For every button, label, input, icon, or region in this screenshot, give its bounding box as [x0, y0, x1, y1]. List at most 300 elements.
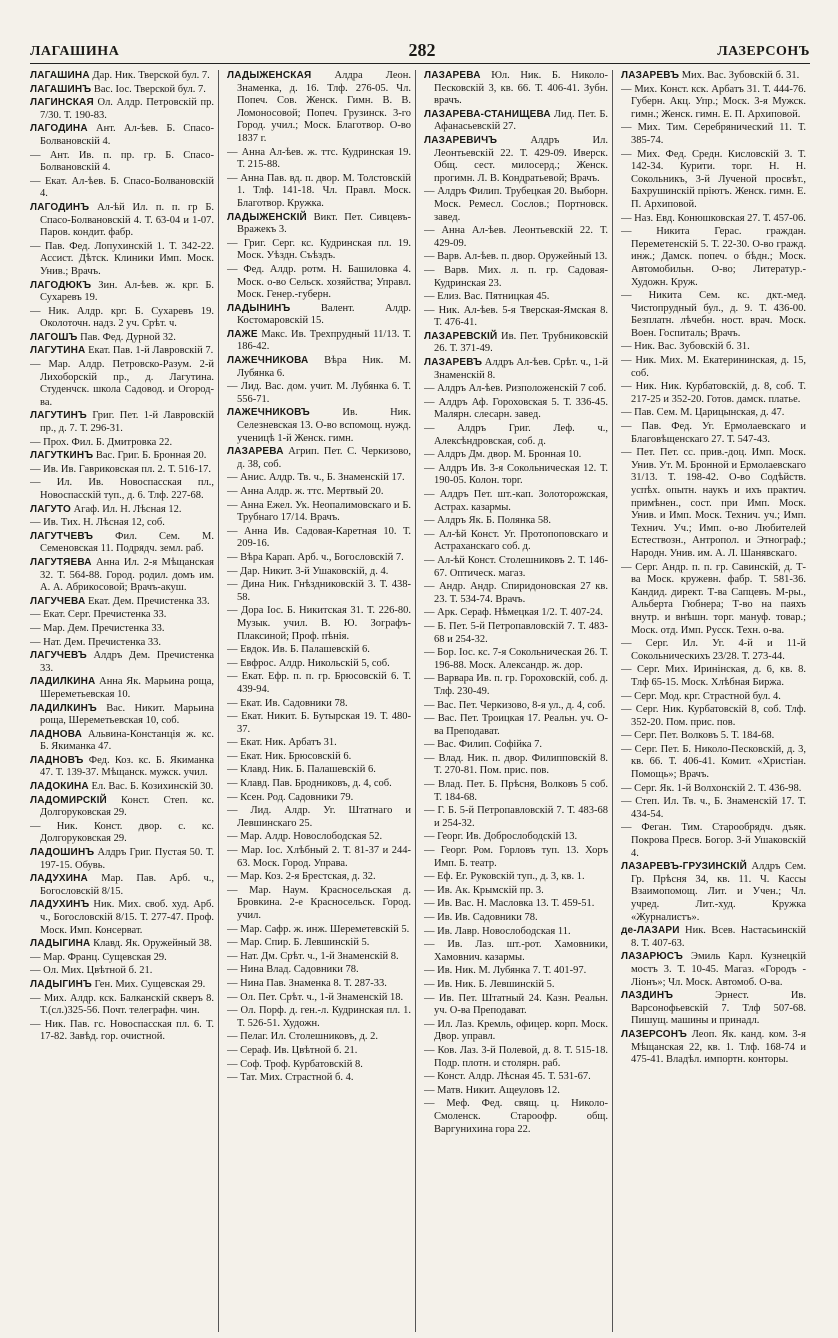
entry-text: Лид. Пет. Б. Афанасьевскій 27.: [434, 108, 608, 133]
entry-surname: ЛАДОШИНЪ: [30, 847, 95, 859]
entry-text: Вѣра Ник. М. Лубянка 6.: [237, 355, 411, 379]
entry-text: Клавд. Як. Оружейный 38.: [90, 938, 212, 950]
directory-entry: [227, 644, 411, 657]
directory-entry: [621, 213, 806, 226]
entry-text: Алдра Леон. Знаменка, д. 16. Тлф. 276-05. Чл. Попеч. Сов. Женск. Гимн. В. В. Ломоносовой; Попеч. Грузинск. 3-го Город. учил.; Моск. Благотвор. О-во 1837 г.: [237, 70, 411, 144]
directory-entry: [621, 226, 806, 289]
directory-entry: [30, 84, 214, 97]
entry-text: — Евфрос. Алдр. Никольскій 5, соб.: [227, 657, 390, 669]
entry-text: — Вѣра Карап. Арб. ч., Богословскій 7.: [227, 551, 404, 563]
entry-text: — Анис. Алдр. Тв. ч., Б. Знаменскій 17.: [227, 472, 405, 484]
entry-text: — Серг. Пет. Волковъ 5. Т. 184-68.: [621, 730, 775, 742]
directory-entry: [227, 792, 411, 805]
directory-entry: [227, 70, 411, 146]
entry-text: — Ал-ѣй Конст. Уг. Протопоповскаго и Астраханскаго соб. д.: [424, 528, 608, 553]
directory-entry: [424, 515, 608, 528]
directory-entry: [424, 779, 608, 804]
directory-entry: [621, 951, 806, 989]
directory-entry: [621, 861, 806, 924]
entry-columns: [30, 70, 810, 1332]
entry-text: — Серг. Пет. Б. Николо-Песковскій, д. 3, кв. 66. Т. 406-41. Комит. «Христіан. Помощь»; Врачъ.: [621, 743, 806, 781]
entry-text: — Мих. Фед. Средн. Кисловскій 3. Т. 142-34. Курити. торг. Н. Н. Сокольникъ, 3-й Лученой просвѣт., Бахрушинскій пріютъ. Женск. гимн. Е. П. Архиповой.: [621, 148, 806, 210]
entry-text: — Георг. Ром. Горловъ туп. 13. Хоръ Имп. Б. театр.: [424, 845, 608, 869]
entry-text: Вас. Григ. Б. Бронная 20.: [93, 450, 207, 462]
entry-text: Анна Ил. 2-я Мѣщанская 32. Т. 564-88. Город. родил. домъ им. А. А. Абрикосовой; Врачъ-акуш.: [40, 556, 214, 594]
entry-text: — Анна Ал-ѣев. ж. ттс. Кудринская 19. Т. 215-88.: [227, 146, 411, 171]
entry-text: Екат. Пав. 1-й Лавровскій 7.: [85, 345, 214, 357]
entry-surname: ЛАЗЕРСОНЪ: [621, 1028, 688, 1040]
header-first-entry: ЛАГАШИНА: [30, 44, 120, 59]
entry-surname: ЛАЗАРЕВЪ-ГРУЗИНСКІЙ: [621, 861, 748, 873]
directory-entry: [424, 607, 608, 620]
entry-text: — Екат. Ефр. п. п. гр. Брюсовскій 6. Т. 439-94.: [227, 671, 411, 695]
directory-entry: [227, 737, 411, 750]
directory-entry: [30, 345, 214, 358]
entry-text: — Андр. Андр. Спиридоновская 27 кв. 23. Т. 534-74. Врачъ.: [424, 581, 608, 605]
entry-surname: ЛАДНОВЪ: [30, 754, 84, 766]
directory-entry: [424, 291, 608, 304]
entry-text: — Дина Ник. Гнѣздниковскій 3. Т. 438-58.: [227, 579, 411, 603]
entry-text: — Ник. Ал-ѣев. 5-я Тверская-Ямская 8. Т. 476-41.: [424, 304, 608, 329]
directory-entry: [227, 885, 411, 923]
directory-entry: [227, 486, 411, 499]
directory-entry: [424, 555, 608, 580]
directory-entry: [30, 123, 214, 148]
entry-text: — Алдръ Филип. Трубецкая 20. Выборн. Моск. Ремесл. Сослов.; Портновск. завед.: [424, 186, 608, 223]
directory-entry: [621, 341, 806, 354]
directory-entry: [227, 605, 411, 643]
entry-text: — Мар. Алдр. Новослободская 52.: [227, 831, 383, 843]
entry-text: — Степ. Ил. Тв. ч., Б. Знаменскій 17. Т. 434-54.: [621, 796, 806, 820]
directory-entry: [227, 1005, 411, 1030]
entry-text: — Лид. Алдр. Уг. Штатнаго и Левшинскаго 25.: [227, 805, 411, 829]
entry-text: — Анна Ал-ѣев. Леонтьевскій 22. Т. 429-09.: [424, 225, 608, 249]
entry-text: Эрнест. Ив. Варсонофьевскій 7. Тлф 507-68. Пишущ. машины и принадл.: [631, 990, 806, 1027]
entry-text: — Ив. Ак. Крымскій пр. 3.: [424, 884, 544, 896]
directory-entry: [30, 623, 214, 636]
entry-text: Пав. Фед. Дурной 32.: [77, 331, 176, 343]
entry-text: Алдръ Григ. Пустая 50. Т. 197-15. Обувь.: [40, 847, 214, 871]
directory-entry: [227, 1031, 411, 1044]
entry-text: — Евдок. Ив. Б. Палашевскій 6.: [227, 644, 370, 656]
directory-entry: [227, 924, 411, 937]
entry-surname: ЛАДИЛКИНЪ: [30, 702, 97, 714]
directory-entry: [30, 359, 214, 409]
directory-entry: [30, 557, 214, 595]
directory-entry: [30, 306, 214, 331]
directory-entry: [227, 329, 411, 354]
entry-surname: де-ЛАЗАРИ: [621, 925, 680, 937]
directory-entry: [621, 290, 806, 340]
entry-text: — Мар. Іос. Хлѣбный 2. Т. 81-37 и 244-63. Моск. Город. Управа.: [227, 845, 411, 869]
entry-text: — Ал-ѣй Конст. Столешниковъ 2. Т. 146-67. Оптическ. магаз.: [424, 554, 608, 579]
directory-entry: [424, 805, 608, 830]
directory-entry: [227, 407, 411, 445]
page-number: 282: [408, 40, 436, 60]
entry-text: — Ник. Мих. М. Екатерининская, д. 15, соб.: [621, 355, 806, 379]
directory-entry: [621, 70, 806, 83]
entry-surname: ЛАДОКИНА: [30, 781, 89, 793]
directory-entry: [227, 698, 411, 711]
entry-text: — Г. Б. 5-й Петропавловскій 7. Т. 483-68 и 254-32.: [424, 805, 608, 829]
entry-surname: ЛАГОДЮКЪ: [30, 279, 92, 291]
entry-text: — Серг. Мих. Иринінская, д. 6, кв. 8. Тлф 65-15. Моск. Хлѣбная Биржа.: [621, 664, 806, 688]
entry-text: — Мар. Спир. Б. Левшинскій 5.: [227, 937, 370, 949]
header-last-entry: ЛАЗЕРСОНЪ: [717, 44, 810, 59]
directory-entry: [227, 303, 411, 328]
entry-text: — Лид. Вас. дом. учит. М. Лубянка 6. Т. 556-71.: [227, 381, 411, 405]
entry-surname: ЛАДУХИНА: [30, 873, 88, 885]
entry-text: — Мар. Наум. Красносельская д. Бровкина. 2-е Красносельск. Город. учил.: [227, 884, 411, 921]
directory-entry: [30, 993, 214, 1018]
directory-entry: [227, 1072, 411, 1085]
entry-text: — Ник. Вас. Зубовскій б. 31.: [621, 341, 750, 353]
directory-entry: [621, 783, 806, 796]
entry-text: — Мих. Конст. кск. Арбатъ 31. Т. 444-76. Губерн. Акц. Упр.; Моск. 3-я Мужск. гимн.; Женск. гимн. Е. П. Архиповой.: [621, 83, 806, 120]
directory-entry: [621, 149, 806, 212]
entry-text: — Варв. Ал-ѣев. п. двор. Оружейный 13.: [424, 251, 608, 263]
entry-text: — Ник. Ник. Курбатовскій, д. 8, соб. Т. 217-25 и 352-20. Готов. дамск. платье.: [621, 381, 806, 405]
entry-text: — Ив. Лаз. шт.-рот. Хамовники, Хамовнич. казармы.: [424, 939, 608, 963]
entry-text: — Мих. Алдр. кск. Балканскій скверъ 8. Т.(сл.)325-56. Почт. телеграфн. чин.: [30, 992, 214, 1017]
entry-text: Агаф. Ил. Н. Лѣсная 12.: [70, 503, 182, 515]
directory-entry: [30, 332, 214, 345]
entry-text: — Ив. Ив. Гавриковская пл. 2. Т. 516-17.: [30, 463, 212, 475]
entry-text: Зин. Ал-ѣев. ж. крг. Б. Сухаревъ 19.: [40, 279, 214, 304]
entry-text: Ел. Вас. Б. Козихинскій 30.: [88, 781, 214, 793]
directory-entry: [621, 730, 806, 743]
entry-text: Викт. Пет. Сивцевъ-Вражекъ 3.: [237, 211, 411, 236]
entry-text: — Дар. Никит. 3-й Ушаковскій, д. 4.: [227, 565, 389, 577]
entry-text: — Тат. Мих. Страстной б. 4.: [227, 1072, 354, 1084]
entry-text: — Варв. Мих. л. п. гр. Садовая-Кудринская 23.: [424, 264, 608, 289]
directory-entry: [424, 700, 608, 713]
entry-text: — Пав. Сем. М. Царицынская, д. 47.: [621, 407, 785, 419]
entry-text: — Никита Герас. граждан. Переметенскій 5. Т. 22-30. О-во гражд. инж.; Дамск. попеч. о бѣдн.; Моск. Автомобильн. О-во; Литератур.-Художн. Круж.: [621, 226, 806, 288]
directory-entry: [227, 472, 411, 485]
directory-entry: [621, 1029, 806, 1067]
entry-text: — Вас. Филип. Софійка 7.: [424, 739, 543, 751]
entry-text: — Ив. Лавр. Новослободская 11.: [424, 925, 571, 937]
entry-text: — Соф. Троф. Курбатовскій 8.: [227, 1058, 363, 1070]
directory-entry: [30, 531, 214, 556]
entry-text: — Феган. Тим. Старообрядч. дъяк. Покрова Пресв. Богор. 3-й Ушаковскій 4.: [621, 822, 806, 859]
directory-entry: [621, 664, 806, 689]
entry-surname: ЛАГУТИНА: [30, 345, 86, 357]
entry-text: Агрип. Пет. С. Черкизово, д. 38, соб.: [237, 446, 411, 470]
directory-entry: [30, 176, 214, 201]
entry-surname: ЛАДОМИРСКІЙ: [30, 794, 107, 806]
directory-entry: [424, 70, 608, 108]
entry-surname: ЛАЗАРЕВА: [227, 446, 284, 458]
entry-text: — Григ. Серг. кс. Кудринская пл. 19. Моск. Уѣздн. Съѣздъ.: [227, 237, 411, 262]
entry-text: — Анна Алдр. ж. ттс. Мертвый 20.: [227, 486, 384, 497]
entry-text: — Пав. Фед. Уг. Ермолаевскаго и Благовѣщенскаго 27. Т. 547-43.: [621, 421, 806, 445]
entry-surname: ЛАГУТО: [30, 503, 71, 515]
directory-entry: [424, 912, 608, 925]
entry-text: Ив. Ник. Селезневская 13. О-во вспомощ. нужд. ученицѣ 1-й Женск. гимн.: [237, 407, 411, 444]
directory-entry: [424, 898, 608, 911]
entry-text: — Ксен. Род. Садовники 79.: [227, 791, 354, 803]
entry-text: Мих. Вас. Зубовскій б. 31.: [679, 70, 800, 81]
entry-text: Екат. Дем. Пречистенка 33.: [85, 595, 210, 607]
entry-text: — Никита Сем. кс. дкт.-мед. Чистопрудный бул., д. 9. Т. 436-00. Безплатн. лѣчебн. ност. врач. Моск. Воен. Госпиталь; Врачъ.: [621, 290, 806, 339]
directory-entry: [621, 122, 806, 147]
entry-surname: ЛАГОДИНА: [30, 123, 88, 135]
entry-text: — Арк. Сераф. Нѣмецкая 1/2. Т. 407-24.: [424, 607, 603, 619]
entry-text: — Алдръ Як. Б. Полянка 58.: [424, 515, 551, 527]
entry-text: — Екат. Никит. Б. Бутырская 19. Т. 480-37.: [227, 711, 411, 735]
entry-surname: ЛАЗАРЕВИЧЪ: [424, 134, 498, 146]
directory-entry: [424, 673, 608, 698]
directory-entry: [621, 691, 806, 704]
entry-surname: ЛАЖЕ: [227, 328, 258, 340]
entry-text: Конст. Степ. кс. Долгоруковская 29.: [40, 794, 214, 819]
directory-entry: [30, 450, 214, 463]
entry-text: — Серг. Андр. п. п. гр. Савинскій, д. Т-ва Моск. кружевн. фабр. Т. 581-36. Кандид. директ. Т-ва Сапцевъ. М-ры., Альберта Гюбнера; Т-во на паяхъ внутр. и внѣшн. торг. мануф. товар.; Моск. отд. Имп. Русск. Техн. о-ва.: [621, 561, 806, 636]
entry-text: — Екат. Ал-ѣев. Б. Спасо-Болвановскій 4.: [30, 175, 214, 200]
directory-entry: [621, 421, 806, 446]
directory-entry: [30, 437, 214, 450]
entry-text: — Конст. Алдр. Лѣсная 45. Т. 531-67.: [424, 1071, 591, 1083]
directory-entry: [227, 1059, 411, 1072]
directory-entry: [424, 251, 608, 264]
directory-entry: [227, 831, 411, 844]
entry-surname: ЛАГОДИНЪ: [30, 201, 90, 213]
directory-entry: [424, 331, 608, 356]
entry-surname: ЛАГИНСКАЯ: [30, 97, 94, 109]
entry-text: Макс. Ив. Трехпрудный 11/13. Т. 186-42.: [237, 328, 411, 353]
entry-surname: ЛАГАШИНЪ: [30, 83, 92, 95]
entry-text: — Сераф. Ив. Цвѣтной б. 21.: [227, 1044, 358, 1056]
directory-entry: [30, 821, 214, 846]
entry-text: — Мар. Коз. 2-я Брестская, д. 32.: [227, 871, 376, 883]
entry-text: — Прох. Фил. Б. Дмитровка 22.: [30, 436, 173, 448]
directory-entry: [227, 526, 411, 551]
directory-entry: [424, 135, 608, 185]
directory-entry: [30, 676, 214, 701]
entry-text: — Влад. Пет. Б. Прѣсня, Волковъ 5 соб. Т. 184-68.: [424, 779, 608, 803]
entry-text: — Наз. Евд. Конюшковская 27. Т. 457-06.: [621, 212, 806, 224]
entry-text: — Алдръ Аф. Гороховская 5. Т. 336-45. Малярн. слесарн. завед.: [424, 396, 608, 421]
entry-surname: ЛАДЫЖЕНСКІЙ: [227, 211, 307, 223]
directory-entry: [424, 965, 608, 978]
entry-surname: ЛАГУЧЕВЪ: [30, 650, 87, 662]
directory-entry: [424, 423, 608, 448]
directory-entry: [621, 925, 806, 950]
directory-entry: [424, 305, 608, 330]
directory-entry: [621, 447, 806, 560]
directory-entry: [424, 1019, 608, 1044]
directory-entry: [424, 383, 608, 396]
entry-text: — Алдръ Григ. Леф. ч., Алексѣндровская, соб. д.: [424, 423, 608, 447]
directory-entry: [30, 847, 214, 872]
directory-entry: [424, 463, 608, 488]
directory-entry: [424, 1098, 608, 1136]
entry-text: — Ив. Тих. Н. Лѣсная 12, соб.: [30, 517, 165, 529]
entry-text: — Меф. Фед. свящ. ц. Николо-Смоленск. Староофр. общ. Варгунихина гора 22.: [424, 1098, 608, 1135]
entry-text: — Варвара Ив. п. гр. Гороховскій, соб. д. Тлф. 230-49.: [424, 673, 608, 697]
entry-text: — Екат. Серг. Пречистенка 33.: [30, 609, 167, 621]
entry-text: Алдръ Дем. Пречистенка 33.: [40, 650, 214, 674]
entry-text: Алдръ Ил. Леонтьевскій 22. Т. 429-09. Иверск. Общ. сест. милосерд.; Женск. прогимн. Л. В. Кондратьевой; Врачъ.: [434, 134, 608, 184]
directory-entry: [424, 581, 608, 606]
column-2: [227, 70, 416, 1332]
entry-text: — Влад. Ник. п. двор. Филипповскій 8. Т. 270-81. Пом. прис. пов.: [424, 752, 608, 777]
entry-surname: ЛАГУТЧЕВЪ: [30, 530, 94, 542]
directory-entry: [424, 621, 608, 646]
entry-surname: ЛАЖЕЧНИКОВА: [227, 355, 309, 367]
directory-entry: [227, 951, 411, 964]
entry-text: — Матв. Никит. Ащеуловъ 12.: [424, 1084, 560, 1096]
directory-entry: [30, 795, 214, 820]
directory-entry: [30, 202, 214, 240]
directory-entry: [30, 703, 214, 728]
directory-entry: [30, 899, 214, 937]
entry-text: — Ол. Мих. Цвѣтной б. 21.: [30, 965, 153, 977]
entry-text: Григ. Пет. 1-й Лавровскій пр., д. 7. Т. 296-31.: [40, 410, 214, 435]
entry-text: — Клавд. Пав. Бродниковъ, д. 4, соб.: [227, 778, 392, 790]
entry-text: — Анна Ежел. Ук. Неопалимовскаго и Б. Трубнаго 17/14. Врачъ.: [227, 499, 411, 524]
directory-entry: [621, 704, 806, 729]
directory-entry: [621, 407, 806, 420]
directory-entry: [227, 264, 411, 302]
entry-text: — Мар. Дем. Пречистенка 33.: [30, 622, 165, 634]
entry-text: — Ник. Пав. гс. Новоспасская пл. 6. Т. 17-82. Завѣд. гор. очистной.: [30, 1018, 214, 1043]
directory-entry: [30, 70, 214, 83]
entry-text: Вас. Іос. Тверской бул. 7.: [91, 83, 206, 95]
directory-entry: [227, 147, 411, 172]
directory-entry: [424, 489, 608, 514]
entry-text: Ник. Мих. своб. худ. Арб. ч., Богословскій 8/15. Т. 277-47. Проф. Моск. Имп. Консерват.: [40, 899, 214, 936]
directory-entry: [424, 939, 608, 964]
directory-entry: [30, 952, 214, 965]
directory-entry: [227, 764, 411, 777]
directory-entry: [227, 845, 411, 870]
directory-entry: [30, 504, 214, 517]
column-3: [424, 70, 613, 1332]
directory-entry: [227, 805, 411, 830]
entry-text: — Нина Пав. Знаменка 8. Т. 287-33.: [227, 977, 387, 989]
entry-text: — Ив. Ник. М. Лубянка 7. Т. 401-97.: [424, 965, 587, 977]
entry-text: Ол. Алдр. Петровскій пр. 7/30. Т. 190-83.: [40, 97, 214, 121]
entry-text: — Мар. Франц. Сущевская 29.: [30, 951, 167, 963]
directory-entry: [424, 926, 608, 939]
directory-entry: [424, 993, 608, 1018]
entry-text: Алдръ Сем. Гр. Прѣсня 34, кв. 11. Ч. Кассы Взаимопомощ. Лит. и Учен.; Чл. учред. Лит.-худ. Кружка «Журналистъ».: [631, 861, 806, 923]
entry-surname: ЛАЗАРЕВЪ: [621, 70, 680, 81]
entry-surname: ЛАЗАРЕВСКІЙ: [424, 330, 498, 342]
directory-entry: [227, 566, 411, 579]
entry-text: — Пав. Фед. Лопухинскій 1. Т. 342-22. Ассист. Дѣтск. Клиники Имп. Моск. Унив.; Врачъ.: [30, 240, 214, 277]
directory-entry: [424, 845, 608, 870]
entry-text: Фед. Коз. кс. Б. Якиманка 47. Т. 139-37. Мѣщанск. мужск. учил.: [40, 754, 214, 779]
directory-entry: [227, 964, 411, 977]
directory-entry: [621, 355, 806, 380]
directory-entry: [227, 778, 411, 791]
entry-text: — Ник. Алдр. крг. Б. Сухаревъ 19. Околоточн. надз. 2 уч. Срѣт. ч.: [30, 305, 214, 330]
directory-entry: [227, 381, 411, 406]
entry-text: — Фед. Алдр. ротм. Н. Башиловка 4. Моск. о-во Сельск. хозяйства; Управл. Моск. Генер.-губерн.: [227, 263, 411, 301]
entry-text: Ив. Пет. Трубниковскій 26. Т. 371-49.: [434, 330, 608, 355]
directory-entry: [30, 609, 214, 622]
directory-entry: [227, 355, 411, 380]
entry-surname: ЛАДНОВА: [30, 728, 83, 740]
directory-entry: [424, 397, 608, 422]
directory-entry: [227, 751, 411, 764]
entry-text: — Пелаг. Ил. Столешниковъ, д. 2.: [227, 1031, 379, 1043]
entry-text: — Вас. Пет. Троицкая 17. Реальн. уч. О-ва Преподават.: [424, 713, 608, 737]
entry-text: Эмиль Карл. Кузнецкій мостъ 3. Т. 10-45. Магаз. «Городъ - Ліонъ»; Чл. Моск. Автомоб. О-ва.: [631, 951, 806, 988]
directory-entry: [424, 265, 608, 290]
entry-text: — Анна Пав. вд. п. двор. М. Толстовскій 1. Тлф. 141-18. Чл. Правл. Моск. Благотвор. Кружка.: [227, 172, 411, 209]
entry-text: — Ив. Пет. Штатный 24. Казн. Реальн. уч. О-ва Преподават.: [424, 992, 608, 1017]
entry-text: Алдръ Ал-ѣев. Срѣт. ч., 1-й Знаменскій 8.: [434, 357, 608, 381]
directory-entry: [621, 822, 806, 860]
entry-text: — Еф. Ег. Руковскій туп., д. 3, кв. 1.: [424, 871, 585, 883]
directory-entry: [621, 744, 806, 782]
directory-entry: [227, 978, 411, 991]
directory-entry: [424, 831, 608, 844]
directory-entry: [424, 529, 608, 554]
directory-entry: [424, 871, 608, 884]
directory-entry: [30, 781, 214, 794]
entry-surname: ЛАГУТКИНЪ: [30, 450, 94, 462]
entry-surname: ЛАГУТИНЪ: [30, 410, 87, 422]
entry-surname: ЛАГОШЪ: [30, 331, 78, 343]
directory-entry: [30, 1019, 214, 1044]
entry-text: — Нина Влад. Садовники 78.: [227, 964, 359, 976]
entry-surname: ЛАЗАРЮСЪ: [621, 951, 683, 963]
entry-surname: ЛАЗАРЕВА-СТАНИЩЕВА: [424, 108, 551, 120]
entry-text: — Алдръ Пет. шт.-кап. Золоторожская, Астрах. казармы.: [424, 489, 608, 513]
directory-entry: [30, 755, 214, 780]
directory-entry: [621, 381, 806, 406]
header-rule: [30, 63, 810, 64]
entry-surname: ЛАЗАРЕВЪ: [424, 357, 483, 369]
entry-text: — Серг. Як. 1-й Волхонскій 2. Т. 436-98.: [621, 782, 802, 794]
directory-entry: [424, 1045, 608, 1070]
entry-text: — Ник. Конст. двор. с. кс. Долгоруковская 29.: [30, 820, 214, 845]
entry-text: — Екат. Ник. Арбатъ 31.: [227, 737, 337, 749]
entry-surname: ЛАДЫГИНЪ: [30, 978, 92, 990]
entry-text: — Алдръ Ив. 3-я Сокольническая 12. Т. 190-05. Колон. торг.: [424, 462, 608, 487]
entry-text: — Серг. Ник. Курбатовскій 8, соб. Тлф. 352-20. Пом. прис. пов.: [621, 704, 806, 728]
entry-surname: ЛАЗАРЕВА: [424, 70, 481, 81]
entry-text: — Клавд. Ник. Б. Палашевскій 6.: [227, 764, 376, 776]
directory-entry: [30, 729, 214, 754]
entry-text: — Ол. Пет. Срѣт. ч., 1-й Знаменскій 18.: [227, 991, 404, 1003]
entry-text: — Серг. Мод. крг. Страстной бул. 4.: [621, 690, 781, 702]
directory-entry: [227, 173, 411, 211]
directory-entry: [227, 552, 411, 565]
entry-text: Валент. Алдр. Костомаровскій 15.: [237, 302, 411, 327]
entry-text: — Ив. Вас. Н. Масловка 13. Т. 459-51.: [424, 898, 595, 910]
entry-text: Ант. Ал-ѣев. Б. Спасо-Болвановскій 4.: [40, 123, 214, 147]
entry-surname: ЛАЗДИНЪ: [621, 990, 674, 1002]
directory-entry: [30, 477, 214, 502]
directory-entry: [227, 500, 411, 525]
entry-text: — Пет. Пет. сс. прив.-доц. Имп. Моск. Унив. Ут. М. Бронной и Ермолаевскаго 31/13. Т. 198-42. О-во Содѣйств. успѣх. опытн. наукъ и ихъ практич. примѣнен., сост. при Имп. Моск. Унив. и Имп. Моск. Технич. уч.; Имп. Технич. Уч.; Имп. о-во Любителей Естествозн., Антропол. и Этнограф.; Народн. Унив. им. А. Л. Шанявскаго.: [621, 447, 806, 559]
directory-entry: [30, 965, 214, 978]
directory-entry: [227, 711, 411, 736]
entry-text: — Ив. Ник. Б. Левшинскій 5.: [424, 978, 555, 990]
entry-text: — Екат. Ив. Садовники 78.: [227, 697, 348, 709]
entry-text: — Ол. Порф. д. ген.-л. Кудринская пл. 1. Т. 526-51. Художн.: [227, 1005, 411, 1029]
entry-text: Леоп. Як. канд. ком. 3-я Мѣщанская 22, кв. 1. Тлф. 168-74 и 475-41. Владѣл. импортн. конторы.: [631, 1028, 806, 1066]
entry-text: — Анна Ив. Садовая-Каретная 10. Т. 209-16.: [227, 525, 411, 550]
entry-surname: ЛАГУТЯЕВА: [30, 556, 92, 568]
